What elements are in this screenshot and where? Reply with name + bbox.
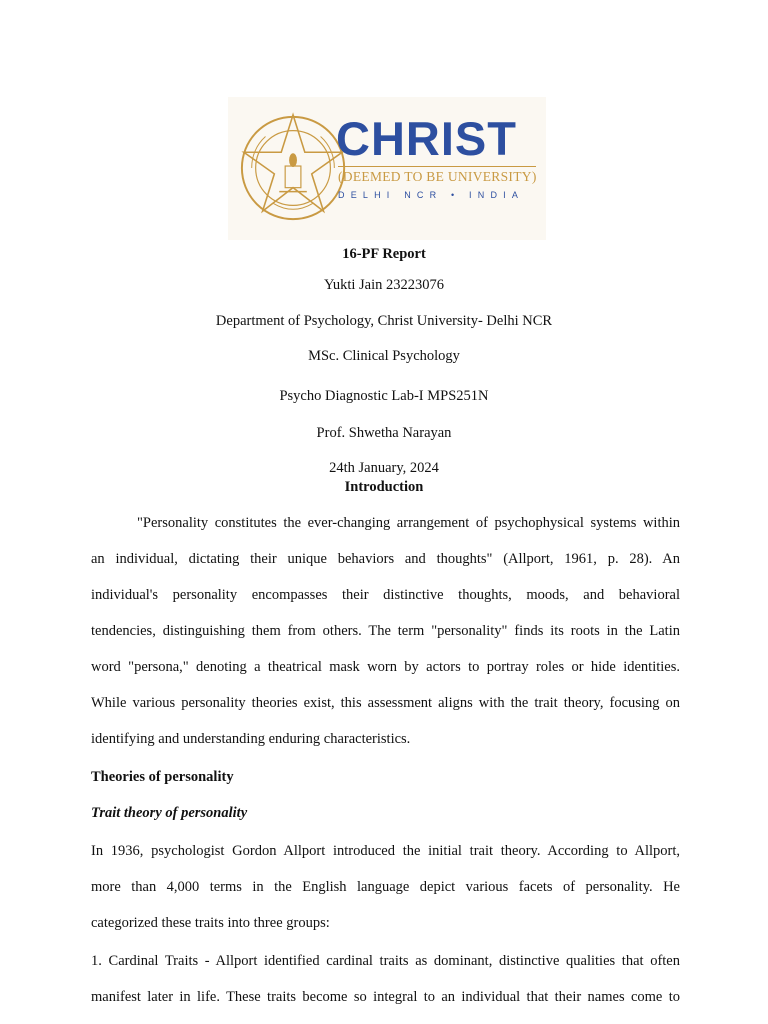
logo-wordmark: CHRIST [336,112,517,165]
program-line: MSc. Clinical Psychology [308,348,460,364]
logo-location: DELHI NCR • INDIA [338,190,525,200]
paragraph-line: more than 4,000 terms in the English language depict various facets of personality. He [91,879,680,895]
list-item-line: 1. Cardinal Traits - Allport identified cardinal traits as dominant, distinctive qualities that often [91,953,680,969]
paragraph-line: an individual, dictating their unique behaviors and thoughts" (Allport, 1961, p. 28). An [91,551,680,567]
trait-theory-subheading: Trait theory of personality [91,805,248,821]
list-item-line: manifest later in life. These traits become so integral to an individual that their names come to [91,989,680,1005]
date-line: 24th January, 2024 [329,460,439,476]
report-title: 16-PF Report [342,246,426,262]
logo-tagline: (DEEMED TO BE UNIVERSITY) [338,169,537,184]
paragraph-line: word "persona," denoting a theatrical mask worn by actors to portray roles or hide identities. [91,659,680,675]
paragraph-line: categorized these traits into three groups: [91,915,330,931]
professor-line: Prof. Shwetha Narayan [316,425,452,441]
course-line: Psycho Diagnostic Lab-I MPS251N [279,388,489,404]
theories-heading: Theories of personality [91,769,234,785]
department-line: Department of Psychology, Christ University- Delhi NCR [215,313,553,329]
introduction-paragraph [91,505,680,757]
paragraph-line: individual's personality encompasses their distinctive thoughts, moods, and behavioral [91,587,680,603]
paragraph-line: In 1936, psychologist Gordon Allport introduced the initial trait theory. According to Allport, [91,843,680,859]
paragraph-line: While various personality theories exist, this assessment aligns with the trait theory, focusing on [91,695,680,711]
cardinal-traits-item [91,943,680,1015]
trait-theory-paragraph [91,833,680,941]
paragraph-line: "Personality constitutes the ever-changing arrangement of psychophysical systems within [137,515,680,531]
university-logo [228,97,546,240]
logo-divider [338,166,536,167]
author-line: Yukti Jain 23223076 [323,277,445,293]
paragraph-line: identifying and understanding enduring characteristics. [91,731,411,747]
introduction-heading: Introduction [344,479,424,495]
paragraph-line: tendencies, distinguishing them from others. The term "personality" finds its roots in the Latin [91,623,680,639]
